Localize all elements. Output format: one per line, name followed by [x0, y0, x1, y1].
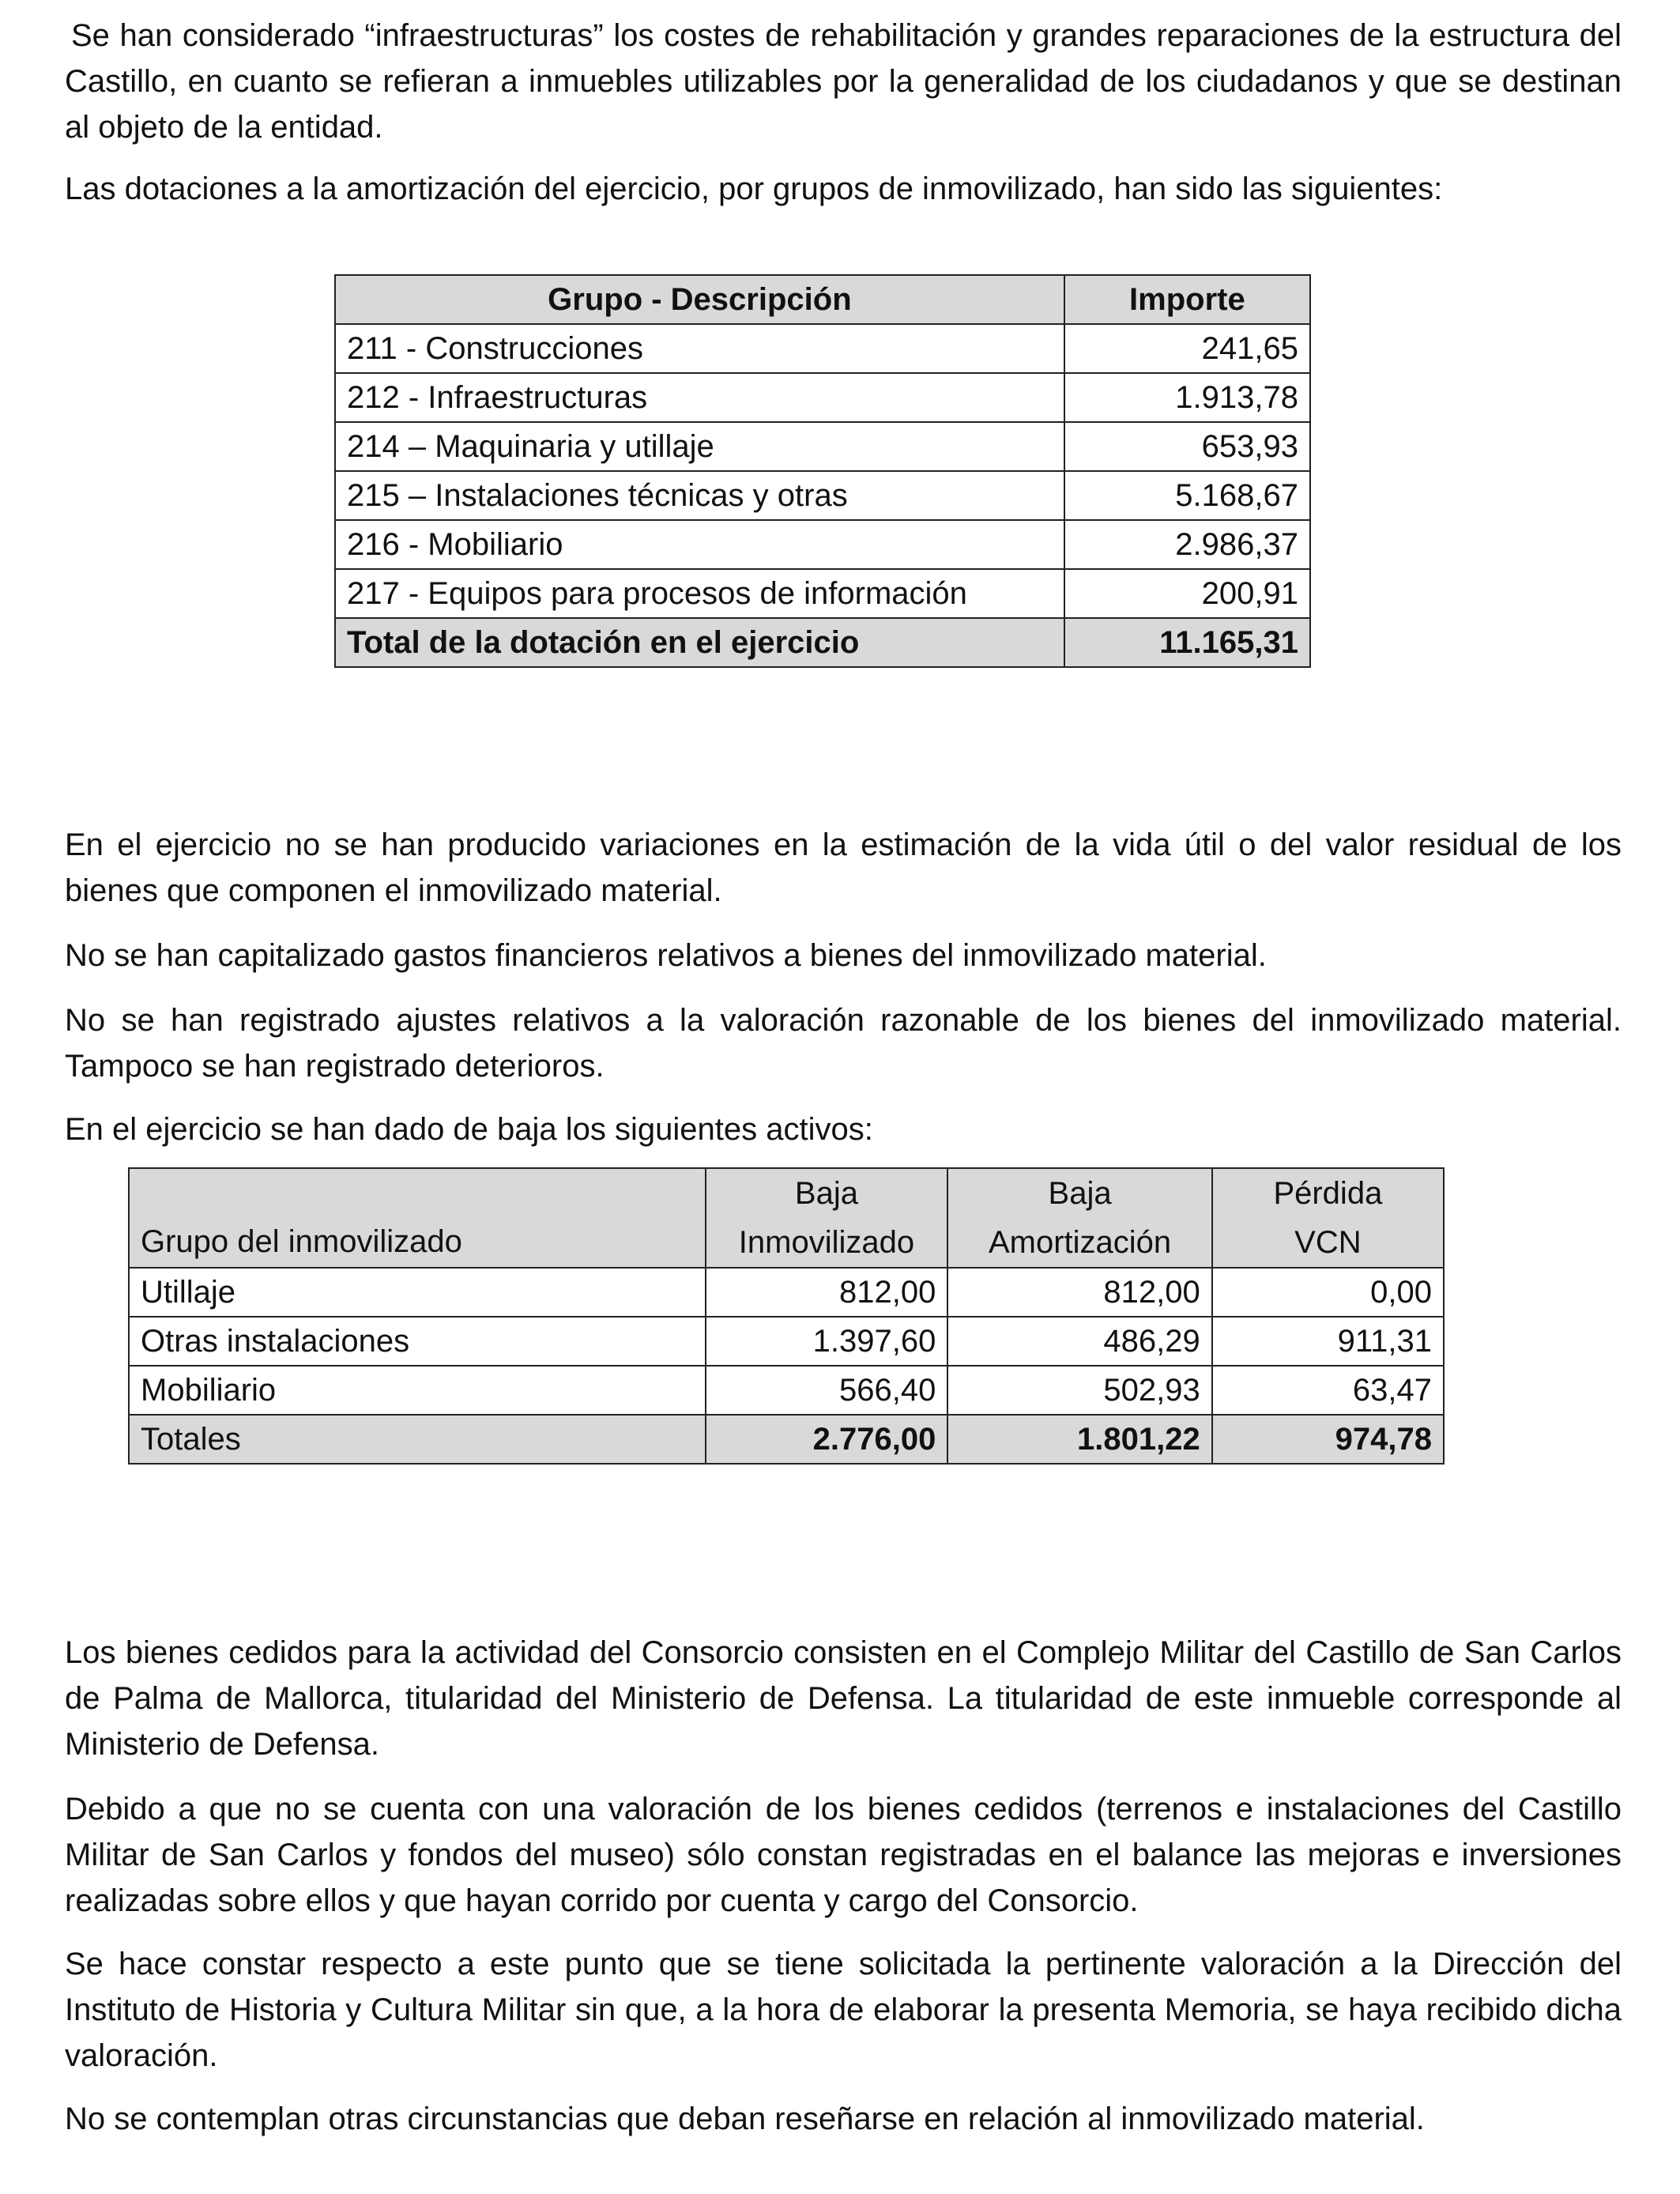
cell-inmovilizado: 812,00 [706, 1268, 948, 1317]
cell-total-inmovilizado: 2.776,00 [706, 1415, 948, 1464]
header-grupo-inmovilizado: Grupo del inmovilizado [129, 1168, 706, 1268]
table-row [335, 471, 1310, 520]
table-row [335, 520, 1310, 569]
cell-perdida: 63,47 [1212, 1366, 1444, 1415]
cell-total-label: Total de la dotación en el ejercicio [335, 618, 1064, 667]
header-line: Amortización [988, 1225, 1172, 1260]
cell-grupo: 211 - Construcciones [335, 324, 1064, 373]
header-line: Baja [794, 1176, 858, 1211]
cell-amortizacion: 812,00 [947, 1268, 1211, 1317]
cell-grupo: 215 – Instalaciones técnicas y otras [335, 471, 1064, 520]
cell-total-amortizacion: 1.801,22 [947, 1415, 1211, 1464]
cell-grupo: 212 - Infraestructuras [335, 373, 1064, 422]
cell-importe: 1.913,78 [1064, 373, 1310, 422]
cell-inmovilizado: 566,40 [706, 1366, 948, 1415]
cell-total-importe: 11.165,31 [1064, 618, 1310, 667]
cell-amortizacion: 502,93 [947, 1366, 1211, 1415]
table-row [335, 373, 1310, 422]
cell-total-label: Totales [129, 1415, 706, 1464]
paragraph-vida-util: En el ejercicio no se han producido variaciones en la estimación de la vida útil o del valor residual de los bienes que componen el inmovilizado material. [65, 827, 1622, 908]
table-row [335, 569, 1310, 618]
cell-perdida: 911,31 [1212, 1317, 1444, 1366]
cell-grupo: 216 - Mobiliario [335, 520, 1064, 569]
table-total-row [129, 1415, 1444, 1464]
cell-grupo: 214 – Maquinaria y utillaje [335, 422, 1064, 471]
cell-importe: 5.168,67 [1064, 471, 1310, 520]
paragraph-ajustes: No se han registrado ajustes relativos a la valoración razonable de los bienes del inmovilizado material. Tampoco se han registrado deterioros. [65, 1003, 1622, 1084]
paragraph-otras-circunstancias: No se contemplan otras circunstancias que deban reseñarse en relación al inmovilizado material. [65, 2102, 1425, 2136]
table-header-row [335, 275, 1310, 324]
cell-total-perdida: 974,78 [1212, 1415, 1444, 1464]
header-line: Pérdida [1273, 1176, 1383, 1211]
header-importe: Importe [1064, 275, 1310, 324]
header-line: VCN [1294, 1225, 1362, 1260]
cell-grupo: Mobiliario [129, 1366, 706, 1415]
cell-importe: 200,91 [1064, 569, 1310, 618]
paragraph-dotaciones: Las dotaciones a la amortización del ejercicio, por grupos de inmovilizado, han sido las siguientes: [65, 172, 1443, 206]
paragraph-bajas: En el ejercicio se han dado de baja los siguientes activos: [65, 1112, 873, 1147]
table-row [335, 422, 1310, 471]
header-grupo: Grupo - Descripción [335, 275, 1064, 324]
disposals-table [128, 1167, 1445, 1465]
cell-grupo: Utillaje [129, 1268, 706, 1317]
header-perdida-vcn [1212, 1168, 1444, 1268]
cell-perdida: 0,00 [1212, 1268, 1444, 1317]
header-line: Baja [1048, 1176, 1112, 1211]
paragraph-solicitud: Se hace constar respecto a este punto que se tiene solicitada la pertinente valoración a la Dirección del Instituto de Historia y Cultura Militar sin que, a la hora de elaborar la presenta Memoria, se haya recibido dicha valoración. [65, 1947, 1622, 2073]
table-row [129, 1317, 1444, 1366]
paragraph-valoracion: Debido a que no se cuenta con una valoración de los bienes cedidos (terrenos e instalaciones del Castillo Militar de San Carlos y fondos del museo) sólo constan registradas en el balance las mejoras e inversiones realizadas sobre ellos y que hayan corrido por cuenta y cargo del Consorcio. [65, 1792, 1622, 1918]
table-row [129, 1268, 1444, 1317]
cell-amortizacion: 486,29 [947, 1317, 1211, 1366]
paragraph-bienes-cedidos: Los bienes cedidos para la actividad del Consorcio consisten en el Complejo Militar del Castillo de San Carlos de Palma de Mallorca, titularidad del Ministerio de Defensa. La titularidad de este inmueble corresponde al Ministerio de Defensa. [65, 1635, 1622, 1762]
cell-inmovilizado: 1.397,60 [706, 1317, 948, 1366]
cell-grupo: Otras instalaciones [129, 1317, 706, 1366]
table-header-row [129, 1168, 1444, 1268]
header-baja-amortizacion [947, 1168, 1211, 1268]
cell-importe: 241,65 [1064, 324, 1310, 373]
header-baja-inmovilizado [706, 1168, 948, 1268]
table-row [335, 324, 1310, 373]
cell-importe: 2.986,37 [1064, 520, 1310, 569]
header-line: Inmovilizado [738, 1225, 915, 1260]
table-row [129, 1366, 1444, 1415]
paragraph-infraestructuras: Se han considerado “infraestructuras” los costes de rehabilitación y grandes reparaciones de la estructura del Castillo, en cuanto se refieran a inmuebles utilizables por la generalidad de los ciudadanos y que se destinan al objeto de la entidad. [65, 18, 1622, 145]
paragraph-gastos-financieros: No se han capitalizado gastos financieros relativos a bienes del inmovilizado material. [65, 938, 1267, 973]
cell-grupo: 217 - Equipos para procesos de información [335, 569, 1064, 618]
cell-importe: 653,93 [1064, 422, 1310, 471]
table-total-row [335, 618, 1310, 667]
amortization-table [334, 274, 1311, 668]
